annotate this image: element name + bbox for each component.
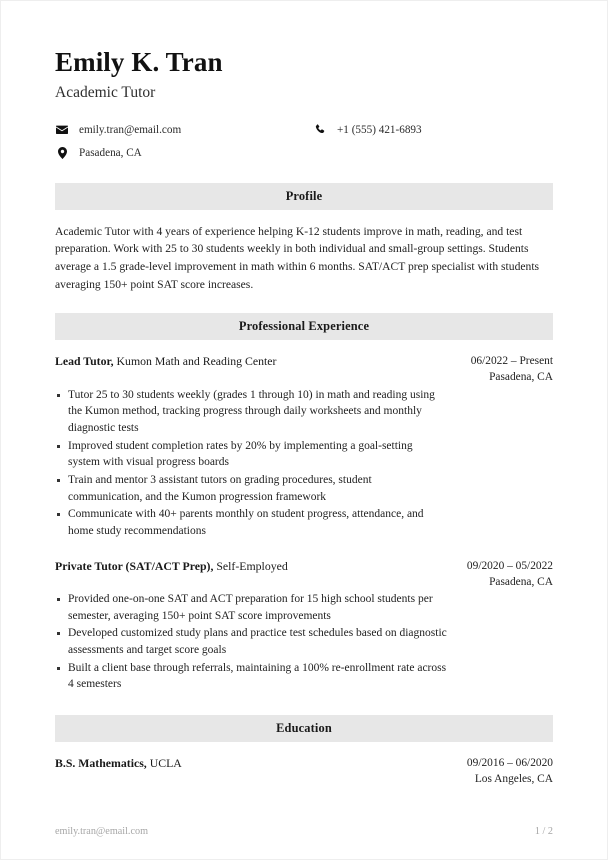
phone-icon (313, 124, 327, 135)
section-heading-profile: Profile (55, 183, 553, 210)
experience-bullet-list (55, 387, 447, 540)
footer-page-indicator: 1 / 2 (534, 826, 553, 837)
resume-header (55, 47, 553, 103)
experience-bullet: Developed customized study plans and practice test schedules based on diagnostic assessments and target score goals (55, 625, 447, 658)
experience-title-line (55, 353, 459, 369)
contact-location-text: Pasadena, CA (79, 147, 142, 160)
education-institution: UCLA (146, 756, 182, 771)
contact-location (55, 146, 313, 161)
education-title-line (55, 755, 455, 771)
experience-entry (55, 353, 553, 539)
contact-row-1 (55, 123, 553, 138)
experience-bullet: Train and mentor 3 assistant tutors on grading procedures, student communication, and the Kumon progression framework (55, 472, 447, 505)
education-entry (55, 755, 553, 787)
experience-dates: 06/2022 – Present (470, 355, 553, 368)
experience-entry-left (55, 353, 471, 369)
contact-phone[interactable] (313, 123, 553, 138)
experience-bullet-list (55, 591, 447, 693)
experience-location: Pasadena, CA (489, 371, 553, 384)
resume-content (1, 1, 607, 787)
experience-bullet: Tutor 25 to 30 students weekly (grades 1 through 10) in math and reading using the Kumon method, tracking progress through daily worksheets and monthly diagnostic tests (55, 387, 447, 437)
experience-location: Pasadena, CA (489, 575, 553, 588)
experience-role: Private Tutor (SAT/ACT Prep), (55, 558, 214, 573)
footer-email: emily.tran@email.com (55, 826, 149, 837)
profile-summary-text: Academic Tutor with 4 years of experience helping K-12 students improve in math, reading, and test preparation. Work with 25 to 30 students weekly in both individual and small-group settings. Students average a 1.5 grade-level improvement in math within 6 months. SAT/ACT prep specialist with students averaging 150+ point SAT score increases. (55, 224, 540, 291)
contact-email-text: emily.tran@email.com (79, 123, 182, 136)
contact-row-2 (55, 146, 553, 161)
education-entry-header (55, 755, 553, 787)
section-heading-experience: Professional Experience (55, 313, 553, 340)
section-experience (55, 313, 553, 693)
experience-dates: 09/2020 – 05/2022 (466, 559, 553, 572)
contact-block (55, 123, 553, 161)
experience-role: Lead Tutor, (55, 354, 114, 369)
education-entry-meta (467, 755, 553, 787)
experience-entry-header (55, 558, 553, 590)
section-profile (55, 183, 553, 293)
education-location: Los Angeles, CA (474, 773, 553, 786)
experience-entry (55, 558, 553, 693)
education-dates: 09/2016 – 06/2020 (466, 757, 553, 770)
experience-bullet: Communicate with 40+ parents monthly on student progress, attendance, and home study recommendations (55, 506, 447, 539)
experience-bullet: Built a client base through referrals, maintaining a 100% re-enrollment rate across 4 semesters (55, 660, 447, 693)
experience-organization: Self-Employed (213, 558, 288, 573)
contact-email[interactable] (55, 123, 313, 138)
education-entry-left (55, 755, 467, 771)
section-education (55, 715, 553, 787)
envelope-icon (55, 125, 69, 135)
section-heading-education: Education (55, 715, 553, 742)
experience-title-line (55, 558, 455, 574)
experience-entry-left (55, 558, 467, 574)
experience-bullets-wrap (55, 387, 447, 540)
education-degree: B.S. Mathematics, (55, 756, 147, 771)
page-footer (55, 826, 553, 837)
experience-entry-meta (467, 558, 553, 590)
candidate-name: Emily K. Tran (55, 47, 223, 77)
experience-bullet: Provided one-on-one SAT and ACT preparation for 15 high school students per semester, averaging 150+ point SAT score improvements (55, 591, 447, 624)
contact-phone-text: +1 (555) 421-6893 (337, 123, 422, 136)
experience-entry-meta (471, 353, 553, 385)
experience-bullet: Improved student completion rates by 20% by implementing a goal-setting system with visual progress boards (55, 438, 447, 471)
experience-entry-header (55, 353, 553, 385)
experience-bullets-wrap (55, 591, 447, 693)
candidate-job-title: Academic Tutor (55, 84, 156, 102)
experience-organization: Kumon Math and Reading Center (113, 354, 277, 369)
map-pin-icon (55, 147, 69, 159)
